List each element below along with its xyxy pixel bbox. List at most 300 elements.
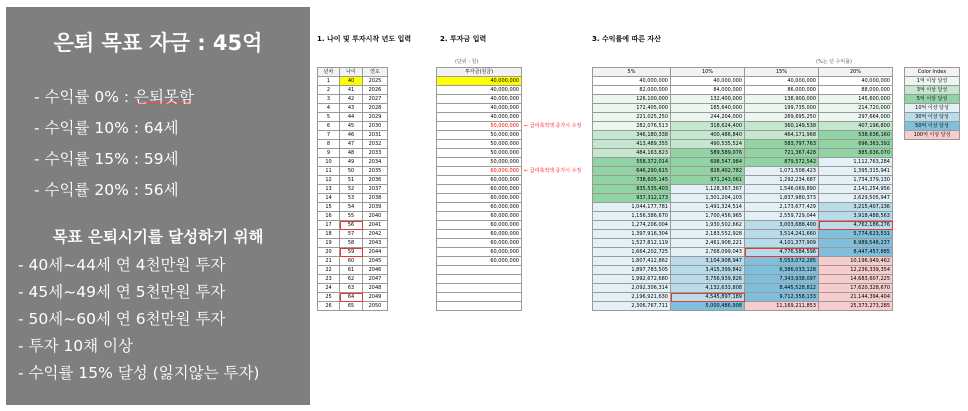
calendar-year-cell: 2029 [363,113,388,122]
legend-row [905,86,960,95]
strategy-line: - 50세~60세 연 6천만원 투자 [18,310,226,328]
asset-cell: 138,900,000 [745,95,819,104]
age-cell[interactable]: 50 [340,167,363,176]
table-row [593,203,893,212]
investment-cell[interactable]: 50,000,000 [437,131,522,140]
calendar-year-cell: 2041 [363,221,388,230]
table-row [593,230,893,239]
table-row [437,131,522,140]
year-index-cell: 24 [318,284,340,293]
table-row [437,122,522,131]
table-row [593,284,893,293]
year-index-cell: 8 [318,140,340,149]
table-row [593,212,893,221]
legend-row [905,77,960,86]
table-row [593,95,893,104]
asset-cell: 3,415,399,842 [671,266,745,275]
asset-cell: 185,640,000 [671,104,745,113]
table-row [593,221,893,230]
asset-cell: 10,196,949,462 [819,257,893,266]
investment-cell[interactable] [437,284,522,293]
table-row [593,113,893,122]
asset-cell: 4,762,186,276 [819,221,893,230]
asset-cell: 3,003,688,400 [745,221,819,230]
age-cell[interactable]: 47 [340,140,363,149]
table-row [437,113,522,122]
table-row [437,248,522,257]
asset-cell: 1,700,456,965 [671,212,745,221]
table-row [593,149,893,158]
table-row [318,257,388,266]
age-cell[interactable]: 45 [340,122,363,131]
table-row [318,230,388,239]
calendar-year-cell: 2031 [363,131,388,140]
rate-line-text: - 수익률 20% : 56세 [34,181,179,199]
table-row [437,158,522,167]
legend-header-row [905,68,960,77]
table-row [437,140,522,149]
investment-cell[interactable]: 60,000,000 [437,203,522,212]
asset-cell: 4,132,633,808 [671,284,745,293]
year-index-cell: 12 [318,176,340,185]
asset-cell: 971,243,061 [671,176,745,185]
asset-cell: 558,372,014 [593,158,671,167]
asset-cell: 5,774,623,531 [819,230,893,239]
rate-unit-note: (%는 년 수익률) [816,59,852,65]
table-row [593,176,893,185]
investment-cell[interactable]: 50,000,000 [437,122,522,131]
asset-cell: 346,180,338 [593,131,671,140]
table-row [437,176,522,185]
table-row [593,158,893,167]
legend-item: 10억 이상 달성 [905,104,960,113]
age-cell[interactable]: 53 [340,194,363,203]
asset-cell: 721,367,428 [745,149,819,158]
table-row [437,203,522,212]
rate-header: 5% [593,68,671,77]
asset-cell: 2,461,908,221 [671,239,745,248]
asset-cell: 879,572,542 [745,158,819,167]
rate-header: 15% [745,68,819,77]
table-row [593,257,893,266]
year-index-cell: 22 [318,266,340,275]
asset-cell: 407,196,800 [819,122,893,131]
investment-cell[interactable]: 50,000,000 [437,149,522,158]
asset-cell: 583,797,763 [745,140,819,149]
legend-row [905,95,960,104]
table-row [318,86,388,95]
calendar-year-cell: 2033 [363,149,388,158]
asset-cell: 698,547,984 [671,158,745,167]
table-row [437,104,522,113]
age-cell[interactable]: 40 [340,77,363,86]
age-cell[interactable]: 54 [340,203,363,212]
asset-cell: 7,343,938,097 [745,275,819,284]
age-cell[interactable]: 43 [340,104,363,113]
calendar-year-cell: 2026 [363,86,388,95]
investment-cell[interactable]: 50,000,000 [437,158,522,167]
asset-cell: 40,000,000 [671,77,745,86]
asset-cell: 1,156,386,670 [593,212,671,221]
asset-cell: 21,144,394,404 [819,293,893,302]
asset-cell: 835,535,403 [593,185,671,194]
strategy-line: - 수익률 15% 달성 (잃지않는 투자) [18,364,260,382]
investment-cell[interactable]: 50,000,000 [437,140,522,149]
calendar-year-cell: 2040 [363,212,388,221]
asset-cell: 40,000,000 [819,77,893,86]
age-table-header: 년차 [318,68,340,77]
age-cell[interactable]: 65 [340,302,363,311]
table-row [593,104,893,113]
asset-cell: 1,930,502,662 [671,221,745,230]
asset-cell: 282,076,513 [593,122,671,131]
section-asset-by-rate: 3. 수익률에 따른 자산 [592,35,661,43]
asset-cell: 318,624,400 [671,122,745,131]
table-row [437,275,522,284]
asset-cell: 8,447,457,885 [819,248,893,257]
table-row [593,122,893,131]
asset-cell: 88,000,000 [819,86,893,95]
age-cell[interactable]: 62 [340,275,363,284]
section-age-input: 1. 나이 및 투자시작 년도 입력 [317,35,412,43]
age-cell[interactable]: 46 [340,131,363,140]
table-row [318,203,388,212]
table-row [593,167,893,176]
rate-line [34,116,179,138]
asset-cell: 1,546,069,890 [745,185,819,194]
investment-cell[interactable]: 60,000,000 [437,257,522,266]
asset-cell: 2,196,921,630 [593,293,671,302]
investment-cell[interactable] [437,302,522,311]
age-cell[interactable]: 57 [340,230,363,239]
table-row [437,194,522,203]
asset-cell: 12,236,339,354 [819,266,893,275]
table-row [318,131,388,140]
asset-cell: 221,025,250 [593,113,671,122]
adjust-note: ← 급여축적액 증가시 수정 [524,168,582,174]
rate-line-text: - 수익률 10% : 64세 [34,119,179,137]
table-row [593,275,893,284]
year-index-cell: 16 [318,212,340,221]
legend-item: 100억 이상 달성 [905,131,960,140]
table-row [437,239,522,248]
year-index-cell: 11 [318,167,340,176]
table-row [318,176,388,185]
asset-cell: 82,000,000 [593,86,671,95]
section-invest-input: 2. 투자금 입력 [440,35,487,43]
asset-cell: 4,101,377,909 [745,239,819,248]
asset-cell: 3,756,939,826 [671,275,745,284]
color-index-legend [904,67,960,140]
asset-cell: 1,807,412,862 [593,257,671,266]
legend-row [905,131,960,140]
year-index-cell: 15 [318,203,340,212]
asset-cell: 14,683,607,225 [819,275,893,284]
asset-cell: 696,363,392 [819,140,893,149]
calendar-year-cell: 2034 [363,158,388,167]
year-index-cell: 14 [318,194,340,203]
calendar-year-cell: 2025 [363,77,388,86]
asset-cell: 25,373,273,285 [819,302,893,311]
year-index-cell: 26 [318,302,340,311]
table-row [318,239,388,248]
table-row [437,86,522,95]
table-row [318,158,388,167]
age-cell[interactable]: 63 [340,284,363,293]
table-row [437,257,522,266]
calendar-year-cell: 2037 [363,185,388,194]
table-row [318,167,388,176]
investment-cell[interactable]: 40,000,000 [437,104,522,113]
asset-cell: 589,589,076 [671,149,745,158]
asset-cell: 1,664,202,725 [593,248,671,257]
asset-cell: 86,000,000 [745,86,819,95]
invest-unit-note: (단위 : 원) [455,59,479,65]
asset-cell: 2,768,099,043 [671,248,745,257]
asset-cell: 84,000,000 [671,86,745,95]
table-row [593,293,893,302]
table-row [593,77,893,86]
legend-item: 1억 이상 달성 [905,77,960,86]
asset-cell: 4,776,584,596 [745,248,819,257]
table-row [318,221,388,230]
asset-cell: 2,559,729,044 [745,212,819,221]
age-cell[interactable]: 51 [340,176,363,185]
year-index-cell: 10 [318,158,340,167]
age-cell[interactable]: 42 [340,95,363,104]
asset-cell: 8,445,528,812 [745,284,819,293]
investment-cell[interactable] [437,293,522,302]
age-cell[interactable]: 52 [340,185,363,194]
age-cell[interactable]: 60 [340,257,363,266]
year-index-cell: 25 [318,293,340,302]
rate-header: 20% [819,68,893,77]
table-row [593,131,893,140]
asset-cell: 11,169,211,853 [745,302,819,311]
investment-cell[interactable]: 60,000,000 [437,176,522,185]
calendar-year-cell: 2048 [363,284,388,293]
table-row [437,293,522,302]
asset-by-rate-table [592,67,893,311]
age-cell[interactable]: 56 [340,221,363,230]
table-row [437,266,522,275]
calendar-year-cell: 2032 [363,140,388,149]
year-index-cell: 6 [318,122,340,131]
table-row [593,302,893,311]
year-index-cell: 18 [318,230,340,239]
rate-line [34,147,179,169]
asset-cell: 199,735,000 [745,104,819,113]
asset-cell: 1,112,763,284 [819,158,893,167]
asset-cell: 17,620,328,670 [819,284,893,293]
investment-cell[interactable]: 60,000,000 [437,167,522,176]
asset-cell: 1,527,812,119 [593,239,671,248]
table-row [318,302,388,311]
year-index-cell: 4 [318,104,340,113]
age-cell[interactable]: 61 [340,266,363,275]
table-row [593,248,893,257]
asset-cell: 937,312,173 [593,194,671,203]
asset-cell: 738,605,145 [593,176,671,185]
calendar-year-cell: 2042 [363,230,388,239]
year-index-cell: 3 [318,95,340,104]
asset-cell: 3,514,241,660 [745,230,819,239]
asset-cell: 1,491,324,514 [671,203,745,212]
age-table-header: 나이 [340,68,363,77]
strategy-line: - 45세~49세 연 5천만원 투자 [18,283,226,301]
asset-cell: 3,104,908,947 [671,257,745,266]
investment-cell[interactable]: 60,000,000 [437,185,522,194]
calendar-year-cell: 2027 [363,95,388,104]
calendar-year-cell: 2049 [363,293,388,302]
investment-cell[interactable]: 40,000,000 [437,113,522,122]
table-row [593,185,893,194]
investment-cell[interactable]: 40,000,000 [437,77,522,86]
legend-item: 3억 이상 달성 [905,86,960,95]
calendar-year-cell: 2047 [363,275,388,284]
table-row [437,77,522,86]
summary-panel [6,7,310,405]
asset-cell: 2,092,306,314 [593,284,671,293]
asset-cell: 5,553,072,285 [745,257,819,266]
legend-row [905,104,960,113]
asset-cell: 40,000,000 [593,77,671,86]
age-cell[interactable]: 64 [340,293,363,302]
legend-item: 30억 이상 달성 [905,113,960,122]
table-row [318,140,388,149]
rate-line [34,178,179,200]
asset-cell: 413,489,355 [593,140,671,149]
asset-cell: 1,044,177,781 [593,203,671,212]
calendar-year-cell: 2044 [363,248,388,257]
investment-cell[interactable]: 60,000,000 [437,221,522,230]
investment-cell[interactable]: 40,000,000 [437,95,522,104]
asset-cell: 2,141,254,956 [819,185,893,194]
age-cell[interactable]: 58 [340,239,363,248]
table-row [318,212,388,221]
year-index-cell: 20 [318,248,340,257]
asset-cell: 4,545,897,189 [671,293,745,302]
rate-result: 은퇴못함 [134,88,194,106]
year-index-cell: 5 [318,113,340,122]
table-row [318,113,388,122]
age-cell[interactable]: 41 [340,86,363,95]
legend-item: 50억 이상 달성 [905,122,960,131]
asset-cell: 297,664,000 [819,113,893,122]
asset-cell: 1,734,379,130 [819,176,893,185]
calendar-year-cell: 2030 [363,122,388,131]
asset-cell: 126,100,000 [593,95,671,104]
asset-cell: 2,183,552,928 [671,230,745,239]
asset-cell: 5,000,486,908 [671,302,745,311]
asset-cell: 484,163,823 [593,149,671,158]
asset-cell: 2,306,767,711 [593,302,671,311]
asset-cell: 1,992,672,680 [593,275,671,284]
table-row [318,149,388,158]
table-row [318,284,388,293]
adjust-note: ← 급여축적액 증가시 수정 [524,123,582,129]
calendar-year-cell: 2039 [363,203,388,212]
calendar-year-cell: 2035 [363,167,388,176]
legend-item: 5억 이상 달성 [905,95,960,104]
calendar-year-cell: 2028 [363,104,388,113]
asset-cell: 132,400,000 [671,95,745,104]
age-cell[interactable]: 59 [340,248,363,257]
strategy-title: 목표 은퇴시기를 달성하기 위해 [52,228,264,246]
asset-cell: 1,274,206,004 [593,221,671,230]
investment-cell[interactable]: 60,000,000 [437,194,522,203]
year-index-cell: 2 [318,86,340,95]
asset-cell: 244,204,000 [671,113,745,122]
investment-table [436,67,522,311]
year-index-cell: 23 [318,275,340,284]
table-row [318,293,388,302]
investment-cell[interactable] [437,275,522,284]
asset-cell: 9,712,358,133 [745,293,819,302]
table-row [437,221,522,230]
investment-cell[interactable]: 40,000,000 [437,86,522,95]
asset-cell: 1,897,783,505 [593,266,671,275]
table-row [593,194,893,203]
table-row [437,167,522,176]
table-row [318,266,388,275]
asset-cell: 400,486,840 [671,131,745,140]
investment-cell[interactable]: 60,000,000 [437,248,522,257]
legend-row [905,113,960,122]
asset-cell: 3,918,488,563 [819,212,893,221]
asset-cell: 1,395,315,941 [819,167,893,176]
year-index-cell: 21 [318,257,340,266]
age-cell[interactable]: 55 [340,212,363,221]
investment-cell[interactable] [437,266,522,275]
asset-cell: 490,535,524 [671,140,745,149]
table-row [437,302,522,311]
asset-cell: 214,720,000 [819,104,893,113]
calendar-year-cell: 2045 [363,257,388,266]
legend-header: Color Index [905,68,960,77]
age-cell[interactable]: 44 [340,113,363,122]
strategy-line: - 투자 10채 이상 [18,337,133,355]
investment-cell[interactable]: 60,000,000 [437,230,522,239]
legend-row [905,122,960,131]
table-row [593,266,893,275]
calendar-year-cell: 2050 [363,302,388,311]
asset-cell: 538,636,160 [819,131,893,140]
year-index-cell: 19 [318,239,340,248]
calendar-year-cell: 2038 [363,194,388,203]
asset-cell: 6,989,548,237 [819,239,893,248]
age-cell[interactable]: 48 [340,149,363,158]
table-row [318,77,388,86]
investment-cell[interactable]: 60,000,000 [437,239,522,248]
age-cell[interactable]: 49 [340,158,363,167]
asset-cell: 2,629,505,947 [819,194,893,203]
asset-cell: 40,000,000 [745,77,819,86]
asset-cell: 269,695,250 [745,113,819,122]
asset-cell: 1,837,980,373 [745,194,819,203]
year-index-cell: 1 [318,77,340,86]
rate-line [34,85,194,107]
asset-cell: 885,636,070 [819,149,893,158]
asset-cell: 6,386,033,128 [745,266,819,275]
asset-cell: 1,071,508,423 [745,167,819,176]
table-row [318,275,388,284]
table-row [318,248,388,257]
asset-cell: 1,301,204,103 [671,194,745,203]
investment-cell[interactable]: 60,000,000 [437,212,522,221]
asset-cell: 828,402,782 [671,167,745,176]
asset-cell: 3,215,407,136 [819,203,893,212]
